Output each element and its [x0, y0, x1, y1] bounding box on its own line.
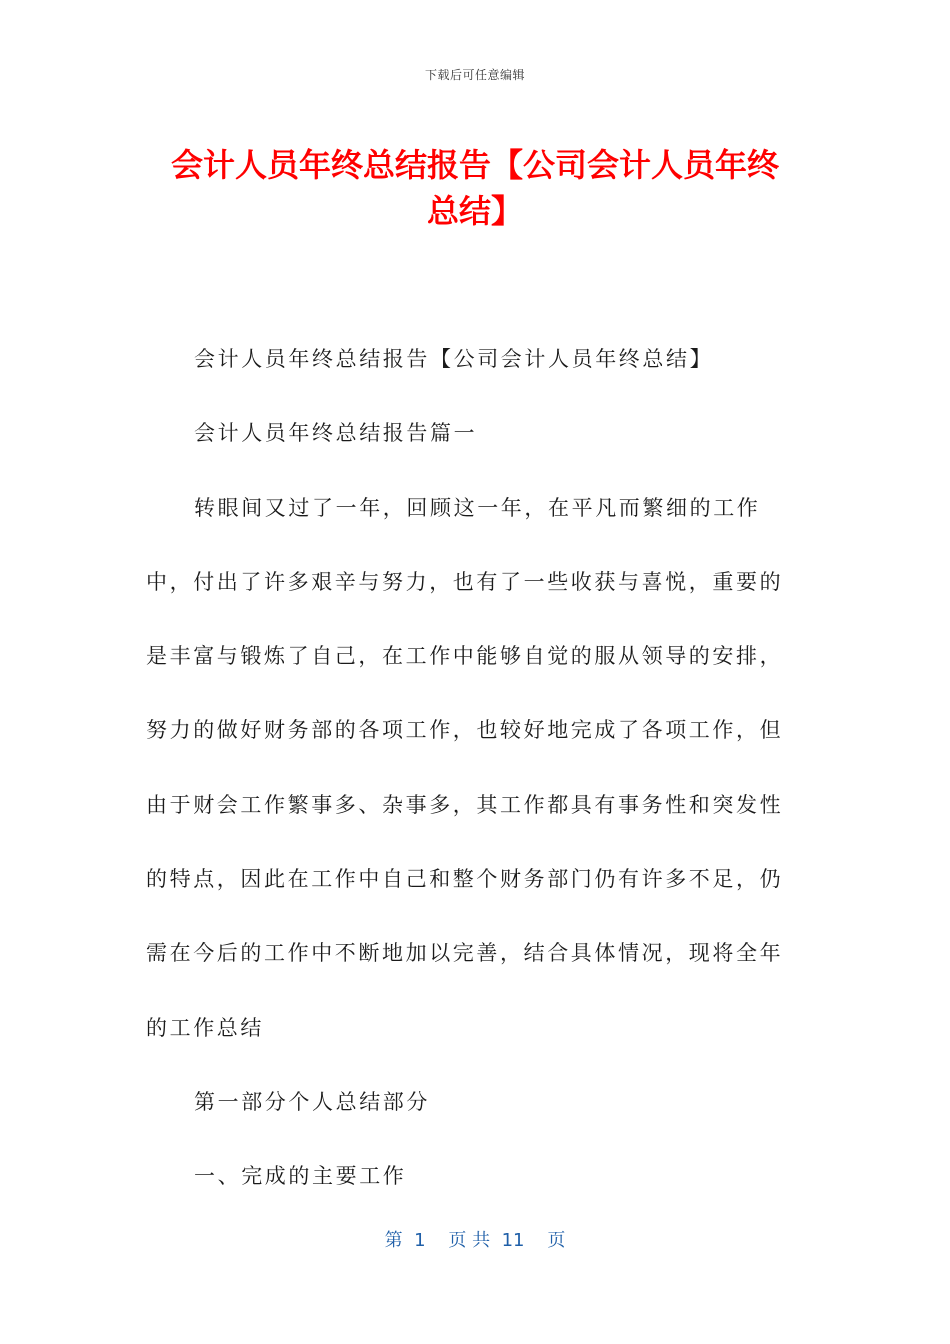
paragraph-heading: 会计人员年终总结报告【公司会计人员年终总结】: [194, 347, 714, 371]
header-note: 下载后可任意编辑: [424, 68, 525, 82]
document-body: [146, 322, 806, 1214]
page-footer: 第 1 页 共 11 页: [384, 1230, 566, 1251]
paragraph-intro: 转眼间又过了一年，回顾这一年，在平凡而繁细的工作中，付出了许多艰辛与努力，也有了一些收获与喜悦，重要的是丰富与锻炼了自己，在工作中能够自觉的服从领导的安排，努力的做好财务部的各项工作，也较好地完成了各项工作，但由于财会工作繁事多、杂事多，其工作都具有事务性和突发性的特点，因此在工作中自己和整个财务部门仍有许多不足，仍需在今后的工作中不断地加以完善，结合具体情况，现将全年的工作总结: [146, 495, 784, 1040]
paragraph-section-title: 会计人员年终总结报告篇一: [194, 421, 478, 446]
paragraph-main-work: 一、完成的主要工作: [194, 1164, 407, 1189]
paragraph-part-one: 第一部分个人总结部分: [194, 1089, 430, 1114]
document-title-line-1: 会计人员年终总结报告【公司会计人员年终: [170, 146, 779, 184]
document-title-line-2: 总结】: [426, 192, 523, 230]
document-title: [140, 142, 810, 234]
